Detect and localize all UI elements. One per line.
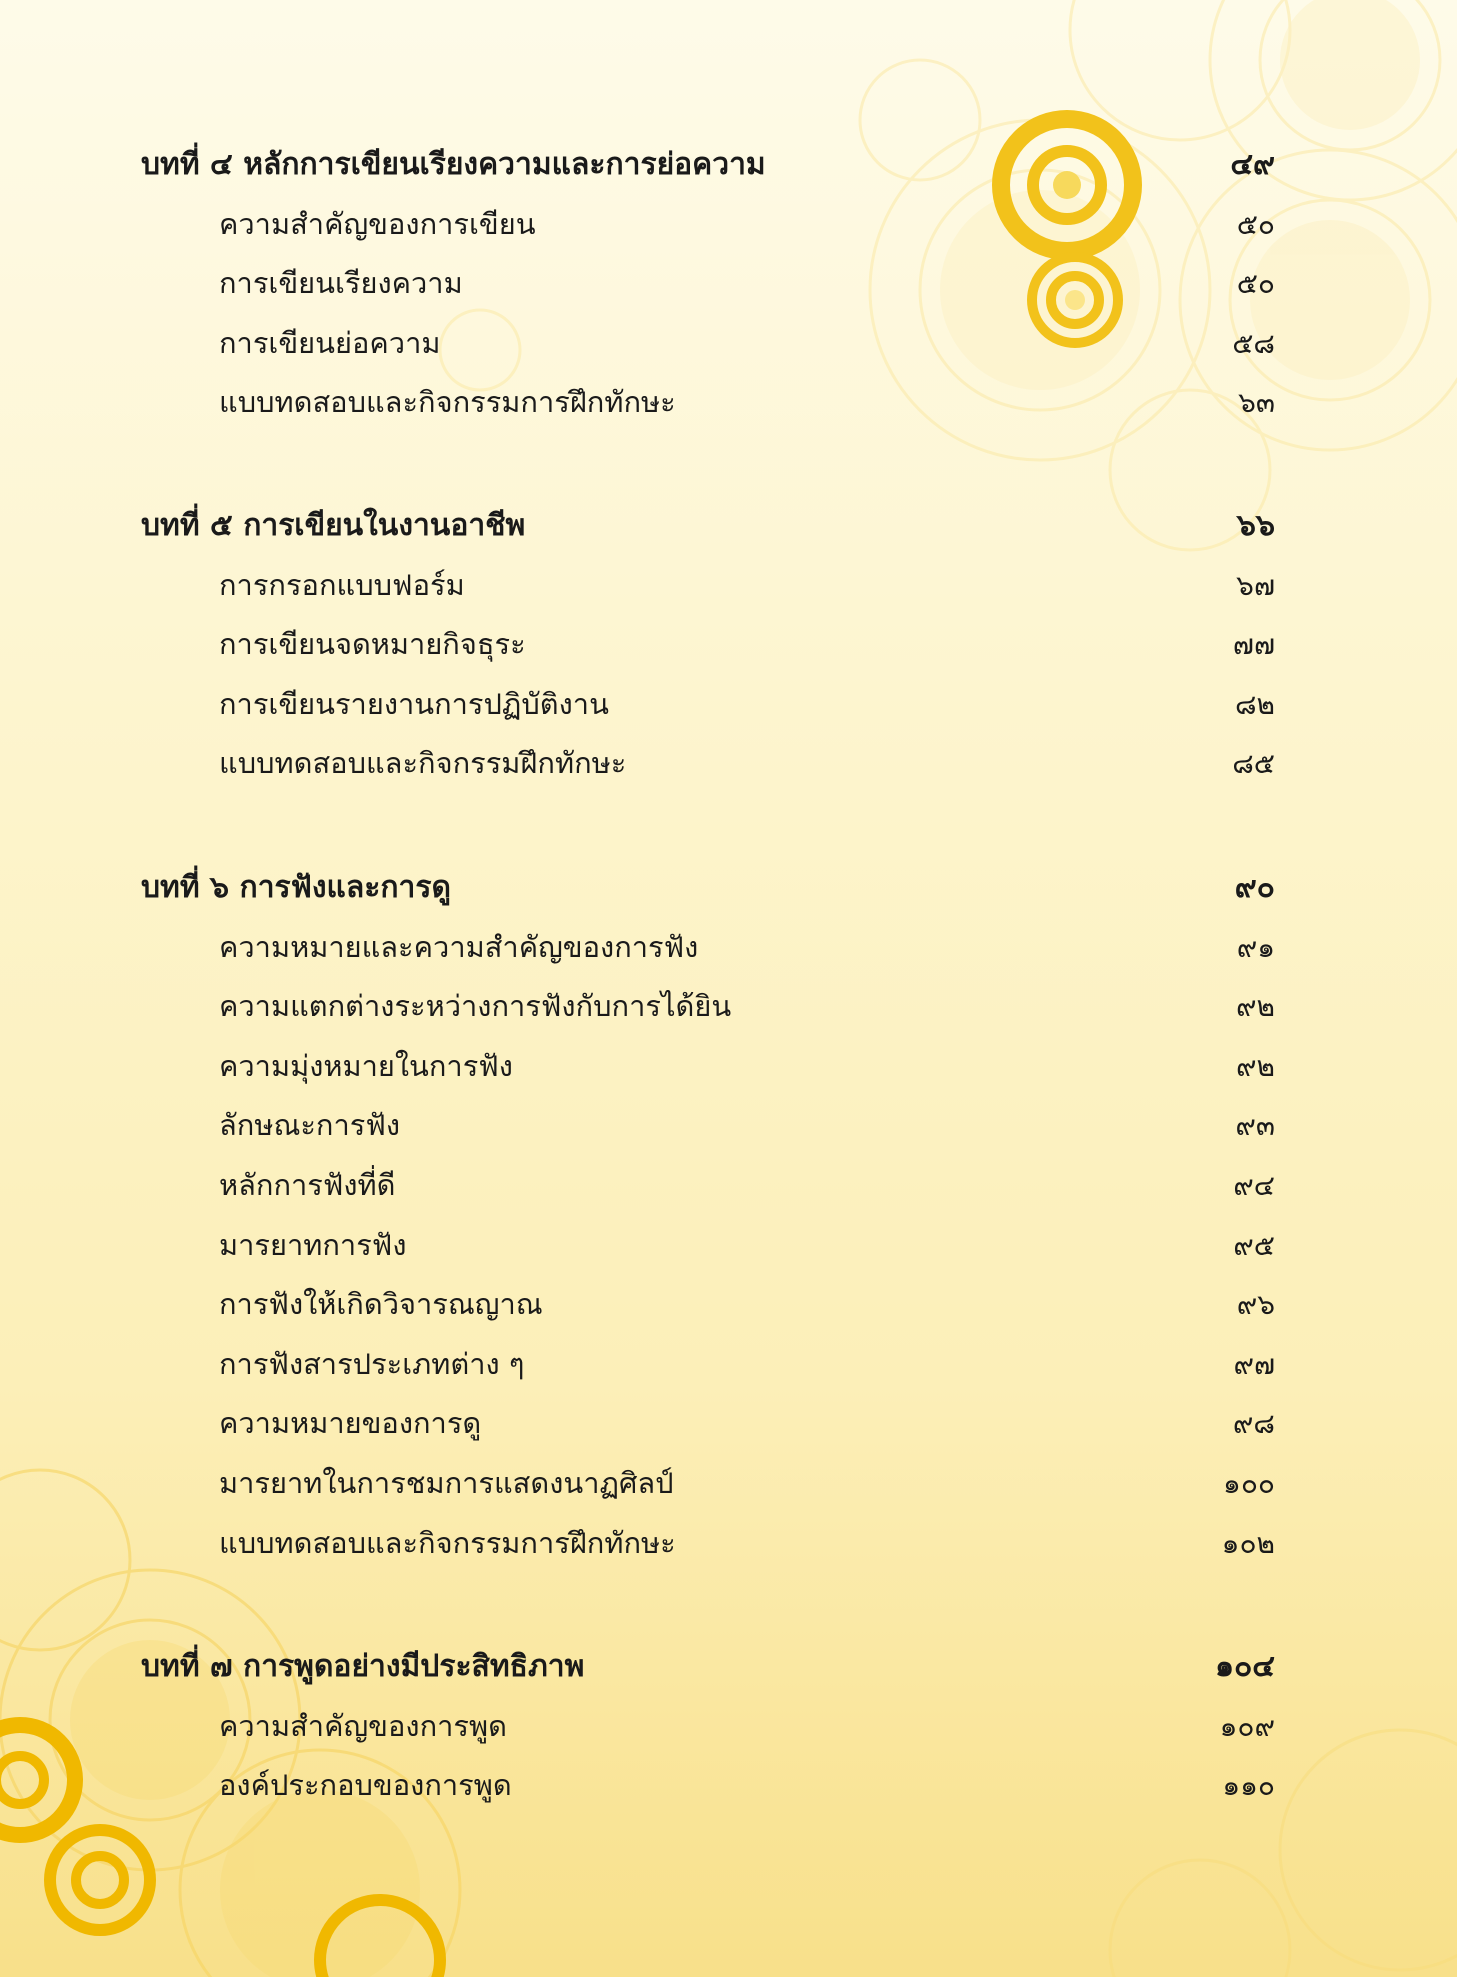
chapter-title: บทที่ ๔ หลักการเขียนเรียงความและการย่อความ xyxy=(141,147,766,182)
toc-entry-label: หลักการฟังที่ดี xyxy=(219,1167,396,1202)
toc-entry[interactable] xyxy=(0,1394,1457,1454)
toc-entry-page-number: ๙๒ xyxy=(1236,990,1275,1024)
toc-entry-page-number: ๖๓ xyxy=(1238,386,1275,420)
toc-entry-page-number: ๑๐๙ xyxy=(1219,1709,1275,1743)
toc-entry-page-number: ๙๓ xyxy=(1235,1109,1275,1143)
toc-entry[interactable] xyxy=(0,556,1457,616)
chapter-title: บทที่ ๕ การเขียนในงานอาชีพ xyxy=(141,508,526,543)
chapter-page-number: ๔๙ xyxy=(1230,147,1275,182)
toc-entry[interactable] xyxy=(0,373,1457,433)
chapter-7-section xyxy=(0,1637,1457,1816)
toc-entry-page-number: ๙๗ xyxy=(1233,1347,1275,1381)
chapter-title: บทที่ ๗ การพูดอย่างมีประสิทธิภาพ xyxy=(141,1649,585,1684)
toc-entry[interactable] xyxy=(0,1335,1457,1395)
toc-entry[interactable] xyxy=(0,195,1457,255)
toc-entry-page-number: ๙๕ xyxy=(1233,1228,1275,1262)
toc-entry[interactable] xyxy=(0,1514,1457,1574)
toc-entry-page-number: ๑๐๐ xyxy=(1223,1466,1275,1500)
toc-entry-page-number: ๗๗ xyxy=(1232,628,1275,662)
toc-entry-label: การฟังสารประเภทต่าง ๆ xyxy=(219,1346,525,1381)
toc-entry-label: การเขียนเรียงความ xyxy=(219,266,463,301)
chapter-heading-row[interactable] xyxy=(0,496,1457,556)
toc-entry-page-number: ๘๒ xyxy=(1234,687,1275,721)
toc-entry-label: ลักษณะการฟัง xyxy=(219,1108,401,1143)
chapter-page-number: ๑๐๔ xyxy=(1214,1649,1275,1684)
toc-entry-page-number: ๙๘ xyxy=(1232,1407,1275,1441)
toc-entry-label: การเขียนจดหมายกิจธุระ xyxy=(219,627,526,662)
toc-entry-page-number: ๙๖ xyxy=(1236,1288,1275,1322)
toc-entry-page-number: ๙๑ xyxy=(1236,930,1275,964)
toc-entry[interactable] xyxy=(0,1156,1457,1216)
toc-entry-page-number: ๙๔ xyxy=(1233,1168,1275,1202)
chapter-heading-row[interactable] xyxy=(0,135,1457,195)
toc-entry[interactable] xyxy=(0,314,1457,374)
toc-entry-label: แบบทดสอบและกิจกรรมการฝึกทักษะ xyxy=(219,385,676,420)
toc-entry-label: ความมุ่งหมายในการฟัง xyxy=(219,1048,513,1083)
toc-entry-page-number: ๕๐ xyxy=(1236,207,1275,241)
toc-entry-page-number: ๕๘ xyxy=(1232,326,1275,360)
toc-entry-label: การเขียนย่อความ xyxy=(219,325,441,360)
toc-entry-label: การกรอกแบบฟอร์ม xyxy=(219,567,465,602)
toc-entry[interactable] xyxy=(0,254,1457,314)
toc-entry-label: การฟังให้เกิดวิจารณญาณ xyxy=(219,1287,543,1322)
chapter-5-section xyxy=(0,496,1457,794)
toc-entry[interactable] xyxy=(0,734,1457,794)
toc-entry[interactable] xyxy=(0,1756,1457,1816)
toc-entry[interactable] xyxy=(0,1216,1457,1276)
toc-entry-label: ความแตกต่างระหว่างการฟังกับการได้ยิน xyxy=(219,989,732,1024)
toc-entry-label: แบบทดสอบและกิจกรรมฝึกทักษะ xyxy=(219,746,627,781)
toc-entry[interactable] xyxy=(0,1275,1457,1335)
toc-entry-label: องค์ประกอบของการพูด xyxy=(219,1768,512,1803)
toc-entry-page-number: ๑๑๐ xyxy=(1222,1769,1275,1803)
chapter-6-section xyxy=(0,858,1457,1573)
chapter-heading-row[interactable] xyxy=(0,858,1457,918)
toc-entry[interactable] xyxy=(0,1454,1457,1514)
toc-entry-label: ความสำคัญของการพูด xyxy=(219,1708,507,1743)
toc-entry-page-number: ๑๐๒ xyxy=(1221,1526,1275,1560)
toc-entry[interactable] xyxy=(0,615,1457,675)
toc-entry-label: มารยาทการฟัง xyxy=(219,1227,407,1262)
toc-entry-label: ความสำคัญของการเขียน xyxy=(219,206,536,241)
chapter-title: บทที่ ๖ การฟังและการดู xyxy=(141,870,451,905)
toc-entry-label: ความหมายของการดู xyxy=(219,1406,482,1441)
toc-entry-page-number: ๖๗ xyxy=(1236,568,1275,602)
toc-entry-label: แบบทดสอบและกิจกรรมการฝึกทักษะ xyxy=(219,1525,676,1560)
toc-entry-page-number: ๘๕ xyxy=(1232,747,1275,781)
chapter-page-number: ๙๐ xyxy=(1234,870,1275,905)
toc-entry-label: การเขียนรายงานการปฏิบัติงาน xyxy=(219,686,609,721)
chapter-4-section xyxy=(0,135,1457,433)
toc-entry-page-number: ๙๒ xyxy=(1236,1049,1275,1083)
toc-entry-page-number: ๕๐ xyxy=(1236,267,1275,301)
toc-entry-label: ความหมายและความสำคัญของการฟัง xyxy=(219,929,699,964)
toc-entry[interactable] xyxy=(0,1096,1457,1156)
chapter-page-number: ๖๖ xyxy=(1236,508,1275,543)
toc-entry-label: มารยาทในการชมการแสดงนาฏศิลป์ xyxy=(219,1465,674,1500)
toc-entry[interactable] xyxy=(0,1037,1457,1097)
toc-entry[interactable] xyxy=(0,977,1457,1037)
toc-entry[interactable] xyxy=(0,918,1457,978)
toc-entry[interactable] xyxy=(0,1697,1457,1757)
toc-entry[interactable] xyxy=(0,675,1457,735)
chapter-heading-row[interactable] xyxy=(0,1637,1457,1697)
